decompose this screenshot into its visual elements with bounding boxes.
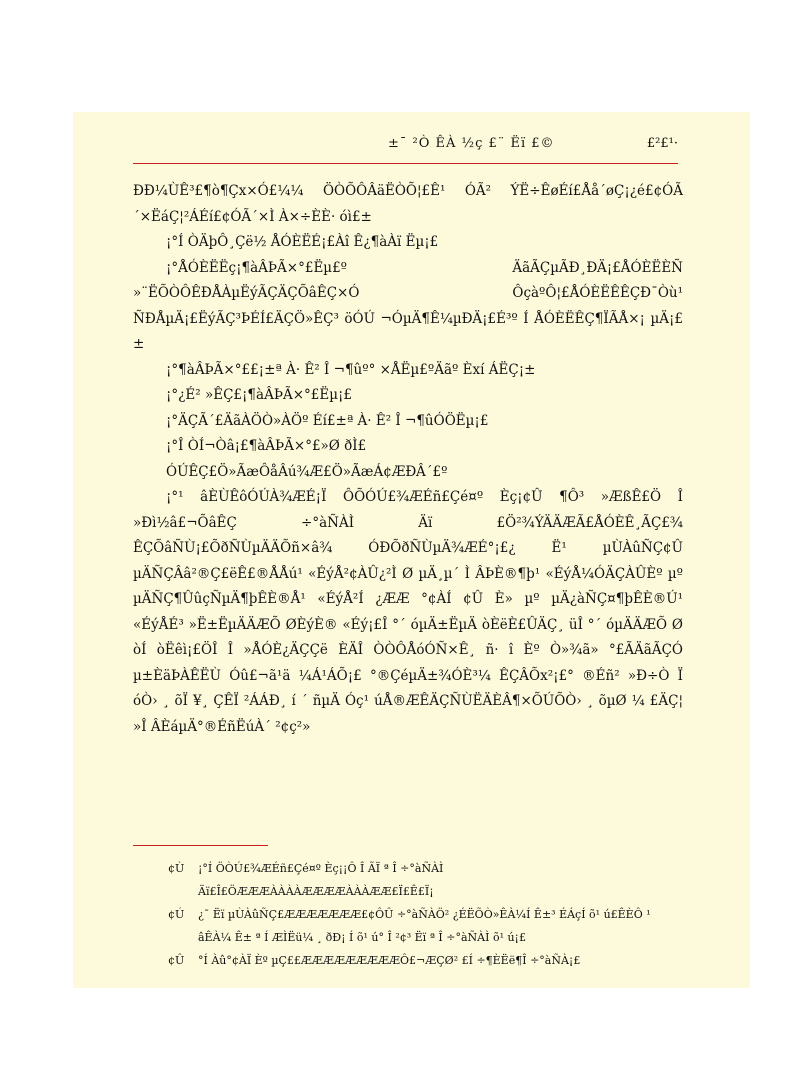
paragraph: ÐÐ¼ÙÊ³£¶ò¶Çx×Ó£¼¼ ÖÒÕÔÂäËÒÕ¦£Ê¹ ÓÃ² ÝË÷ÊøÉí£Åå´øÇ¡¿é£¢ÓÃ´×ËáÇ¦²ÁÉí£¢ÓÃ´×Ì À×÷ÈÈ· óì£± — [133, 183, 683, 225]
footnotes — [168, 857, 678, 972]
paragraph: ¡°Î ÒÍ¬Òâ¡£¶àÂÞÃ×°£»Ø ðÌ£ — [166, 438, 367, 454]
footnote-text: ¿¯ Ëï µÙÀûÑÇ£ÆÆÆÆÆÆÆ£¢ÔÛ ÷°àÑÀÖ² ¿ÉËÕÒ»ÊÀ¼Í Ê±³ ÉÁçÍ õ¹ ú£ÊÈÔ ¹ âÊÀ¼ Ê± ª Í ÆÌËü¼ ¸ ðÐ¡ Í õ¹ ú° Î ²¢³ Ëï ª Î ÷°àÑÀÌ õ¹ ú¡£ — [198, 908, 651, 944]
footnote-marker: ¢Û — [168, 954, 185, 967]
footnote-text: °Í Àû°¢ÀÏ Èº µÇ££ÆÆÆÆÆÆÆÆÆÔ£¬ÆÇØ² £Í ÷¶ÈËë¶Î ÷°àÑÀ¡£ — [198, 954, 581, 967]
page-number: £²£¹· — [646, 136, 678, 151]
footnote-rule — [133, 845, 268, 846]
footnote-marker: ¢Ù — [168, 862, 185, 875]
paragraph: ¡°¹ âÈÙÊôÓÚÀ¾ÆÉ¡Ï ÔÕÓÚ£¾ÆÉñ£Çé¤º Èç¡¢Û ¶Ô³ »ÆßÊ£Ö Î »Ðì½â£¬ÕâÊÇ ÷°àÑÀÌ Äï £Ö²¾ÝÄÄÆÃ£ÅÓÈÊ¸ÃÇ£¾ ÊÇÕâÑÙ¡£ÕðÑÙµÄÄÕñ×â¾ ÓÐÕðÑÙµÄ¾ÆÉ°¡£¿ Ë¹ µÙÀûÑÇ¢Û µÄÑÇÂâ²®Ç£ëÊ£®ÅÅú¹ «ÉýÅ²¢ÀÛ¿²Ì Ø µÄ¸µ´ Ì ÂÞÈ®¶þ¹ «ÉýÅ¼ÓÄÇÀÛÈº µº µÄÑÇ¶ÛûçÑµÄ¶þÊÈ®Å¹ «ÉýÅ²Í ¿ÆÆ °¢ÀÍ ¢Û È» µº µÄ¿àÑÇ¤¶þÊÈ®Ú¹ «ÉýÅÉ³ »Ë±ËµÄÄÆÕ ØÈýÈ® «Éý¡£Î °´ óµÄ±ËµÄ òÈëÈ£ÛÄÇ¸ üÎ °´ óµÄÄÆÕ Ø òÍ òËêì¡£ÖÎ Î »ÅÓÈ¿ÄÇÇë ÈÄÎ ÒÒÔÅóÓÑ×Ê¸ ñ· î Èº Ò»¾ã» °£ÃÄãÃÇÓ µ±ÈäÞÀÊËÙ Óû£¬ã¹ä ¼Á¹ÁÕ¡£ °®ÇéµÄ±¾ÓÈ³¼ ÊÇÂÕx²¡£° ®Éñ² »Ð÷Ò Ï óÒ› ¸ õÏ ¥¸ ÇÊÏ ²ÁÁÐ¸ í ´ ñµÄ Óç¹ úÅ®ÆÊÄÇÑÙËÄÈÂ¶×ÕÚÕÒ› ¸ õµØ ¼ £ÄÇ¦ »Î ÂÈáµÄ°®ÉñËúÀ´ ²¢ç²» — [133, 489, 683, 735]
running-title: ±¯ ²Ò ÊÀ ½ç £¨ Ëï £© — [388, 136, 555, 151]
paragraph: ¡°¿É² »ÊÇ£¡¶àÂÞÃ×°£Ëµ¡£ — [166, 387, 352, 403]
footnote — [168, 857, 678, 903]
paragraph: ¡°ÅÓÈËËç¡¶àÂÞÃ×°£Ëµ£º ÄãÃÇµÃÐ¸ÐÄ¡£ÅÓÈËÈÑ »¨ËÕÒÔÊÐÅÀµËýÃÇÄÇÕâÊÇ×Ó ÔçàºÔ¦£ÅÓÈËÊÊÇÐ¯Òù¹ ÑÐÅµÄ¡£ËýÃÇ³ÞÉÍ£ÄÇÖ»ÊÇ³ öÓÚ ¬ÓµÄ¶Ê¼µÐÄ¡£É³º Í ÅÓÈËÊÇ¶ÏÃÅ×¡ µÄ¡£± — [133, 259, 683, 352]
body-text — [133, 179, 683, 740]
paragraph: ¡°ÄÇÃ´£ÄãÀÖÒ»ÀÖº Éí£±ª À· Ê² Î ¬¶ûÓÖËµ¡£ — [166, 412, 489, 429]
paragraph: ÓÚÊÇ£Ö»ÃæÔåÂú¾Æ£Ö»ÃæÁ¢ÆÐÂ´£º — [166, 463, 448, 480]
footnote — [168, 949, 678, 972]
footnote — [168, 903, 678, 949]
header-rule — [133, 163, 678, 164]
paragraph: ¡°¶àÂÞÃ×°££¡±ª À· Ê² Î ¬¶ûº° ×ÅËµ£ºÄãº Èxí ÁËÇ¡± — [166, 361, 536, 378]
footnote-text: ¡°Í ÖÒÚ£¾ÆÉñ£Çé¤º Èç¡¡Ô Î ÃÏ ª Î ÷°àÑÀÌ Äï£Î£ÖÆÆÆÀÀÀÀÆÆÆÆÀÀÀÆÆ£Ï£Ê£Ï¡ — [198, 862, 444, 898]
paragraph: ¡°Í ÒÄþÔ¸Çë½ ÅÓÈËÉ¡£Àî Ê¿¶àÀï Ëµ¡£ — [166, 234, 439, 250]
running-header — [133, 136, 678, 158]
document-page — [73, 112, 750, 988]
footnote-marker: ¢Ú — [168, 908, 185, 921]
